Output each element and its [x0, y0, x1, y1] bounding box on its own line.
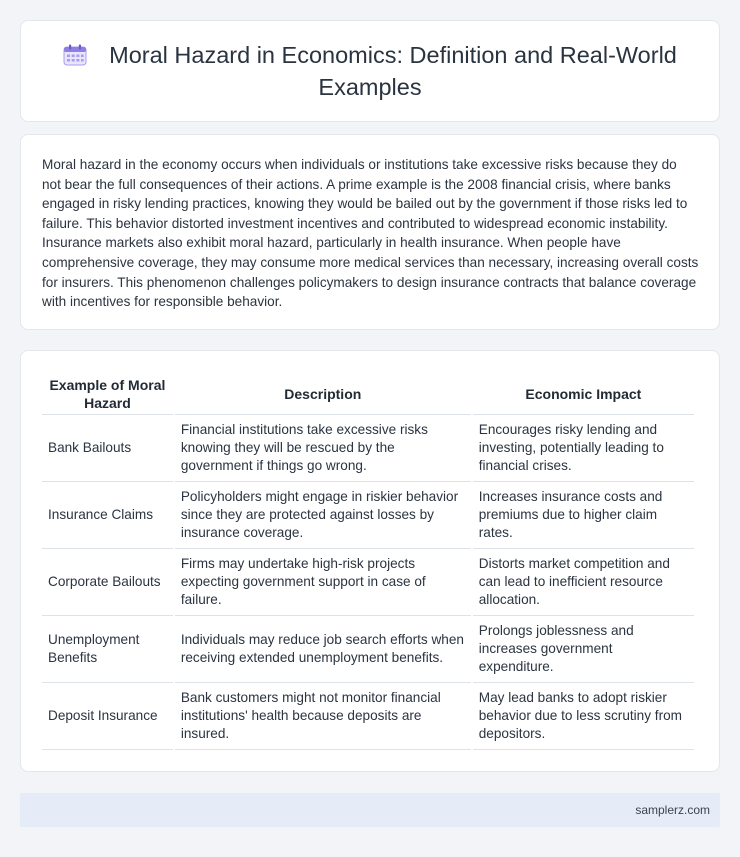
page-title-text: Moral Hazard in Economics: Definition and Real-World Examples: [109, 41, 677, 100]
column-header-impact: Economic Impact: [473, 373, 694, 415]
page-title: [61, 41, 679, 102]
table-card: [20, 350, 720, 772]
cell-description: Bank customers might not monitor financial institutions' health because deposits are insured.: [175, 683, 471, 750]
cell-impact: Prolongs joblessness and increases government expenditure.: [473, 616, 694, 683]
cell-impact: May lead banks to adopt riskier behavior due to less scrutiny from depositors.: [473, 683, 694, 750]
table-row: [42, 683, 694, 750]
title-card: [20, 20, 720, 122]
column-header-example: Example of Moral Hazard: [42, 373, 173, 415]
intro-paragraph: Moral hazard in the economy occurs when individuals or institutions take excessive risks because they do not bear the full consequences of their actions. A prime example is the 2008 financial crisis, where banks engaged in risky lending practices, knowing they would be bailed out by the government if those risks led to failure. This behavior distorted investment incentives and contributed to widespread economic instability. Insurance markets also exhibit moral hazard, particularly in health insurance. When people have comprehensive coverage, they may consume more medical services than necessary, increasing overall costs for insurers. This phenomenon challenges policymakers to design insurance contracts that balance coverage with incentives for responsible behavior.: [42, 157, 699, 310]
table-row: [42, 616, 694, 683]
cell-description: Firms may undertake high-risk projects expecting government support in case of failure.: [175, 549, 471, 616]
cell-description: Individuals may reduce job search efforts when receiving extended unemployment benefits.: [175, 616, 471, 683]
cell-example: Corporate Bailouts: [42, 549, 173, 616]
calendar-icon: [63, 44, 87, 73]
cell-impact: Increases insurance costs and premiums due to higher claim rates.: [473, 482, 694, 549]
cell-impact: Distorts market competition and can lead to inefficient resource allocation.: [473, 549, 694, 616]
table-row: [42, 415, 694, 482]
cell-example: Bank Bailouts: [42, 415, 173, 482]
cell-example: Unemployment Benefits: [42, 616, 173, 683]
column-header-description: Description: [175, 373, 471, 415]
footer-site-link[interactable]: samplerz.com: [635, 803, 710, 817]
cell-impact: Encourages risky lending and investing, potentially leading to financial crises.: [473, 415, 694, 482]
intro-card: [20, 134, 720, 330]
table-header-row: [42, 373, 694, 415]
footer: [20, 793, 720, 827]
cell-example: Deposit Insurance: [42, 683, 173, 750]
moral-hazard-table: [40, 373, 696, 750]
cell-description: Financial institutions take excessive risks knowing they will be rescued by the government if things go wrong.: [175, 415, 471, 482]
table-row: [42, 549, 694, 616]
table-row: [42, 482, 694, 549]
cell-example: Insurance Claims: [42, 482, 173, 549]
cell-description: Policyholders might engage in riskier behavior since they are protected against losses by insurance coverage.: [175, 482, 471, 549]
